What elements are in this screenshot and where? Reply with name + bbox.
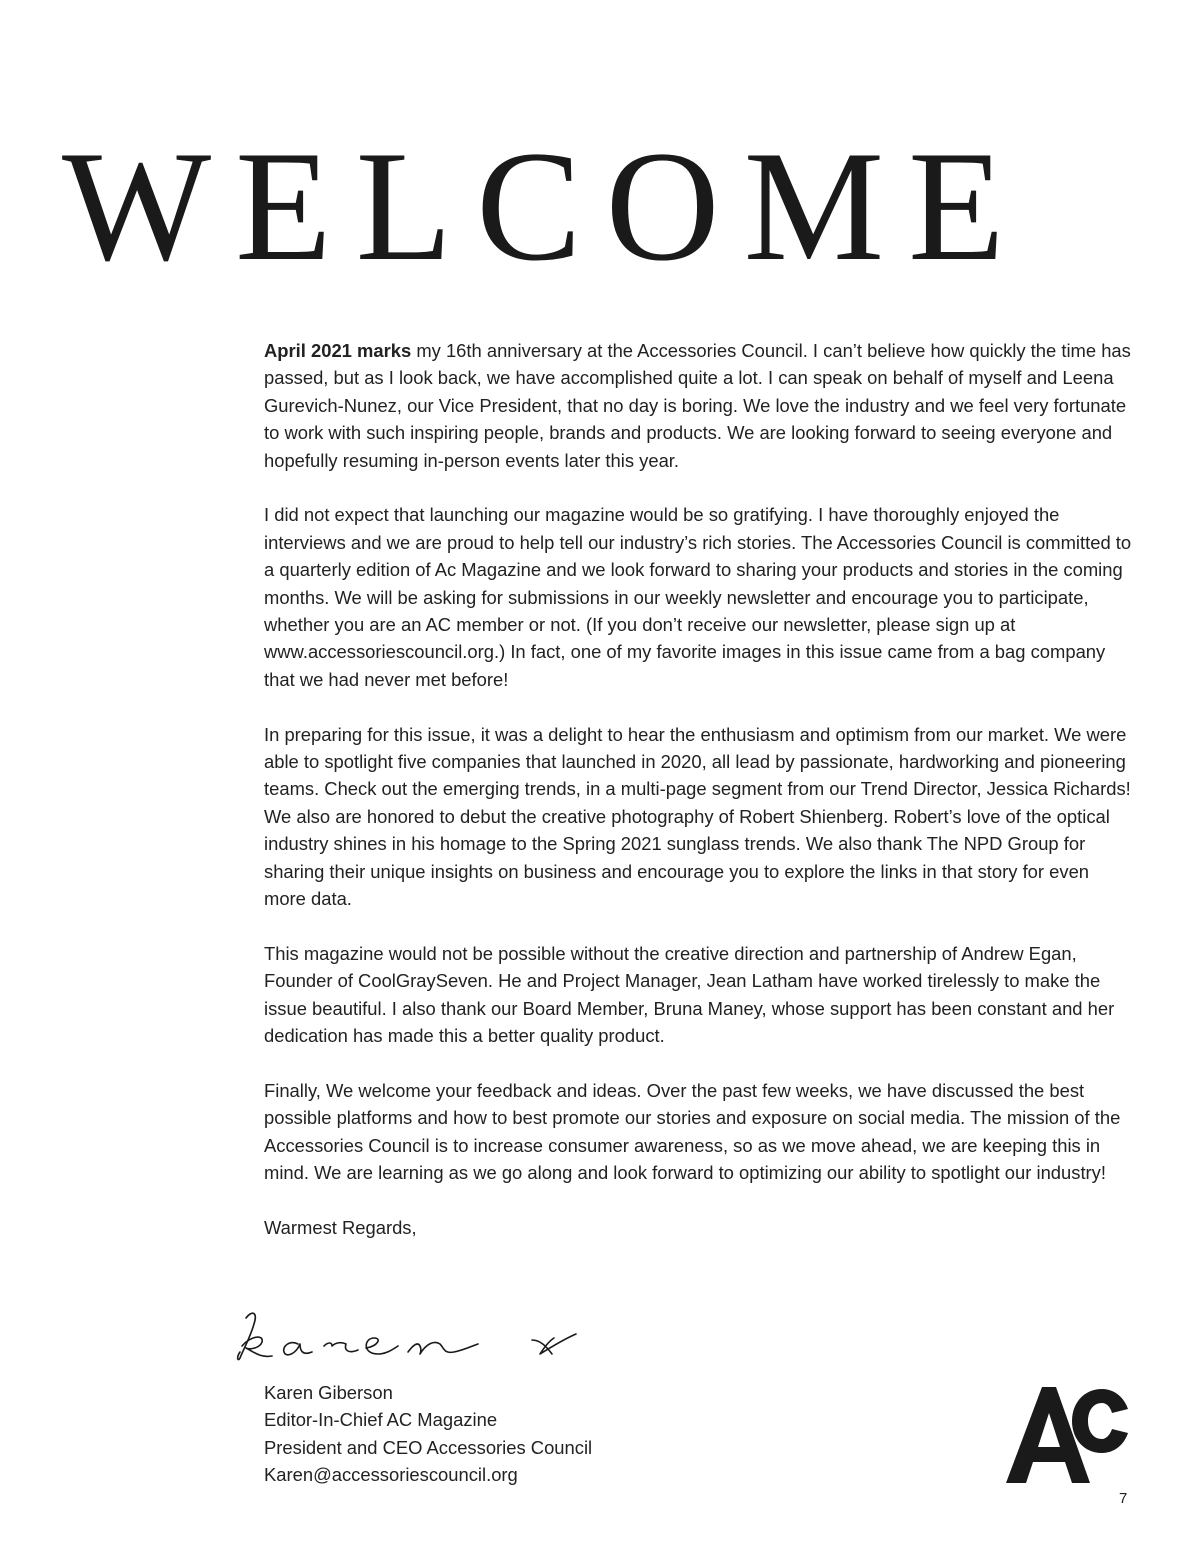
signature-image: [232, 1300, 582, 1370]
signature-block: [264, 1379, 592, 1489]
signer-email: Karen@accessoriescouncil.org: [264, 1464, 518, 1486]
paragraph-5: Finally, We welcome your feedback and ideas. Over the past few weeks, we have discussed the best possible platforms and how to best promote our stories and exposure on social media. The mission of the Accessories Council is to increase consumer awareness, so as we move ahead, we are keeping this in mind. We are learning as we go along and look forward to optimizing our ability to spotlight our industry!: [264, 1079, 1121, 1184]
paragraph-2: I did not expect that launching our magazine would be so gratifying. I have thoroughly enjoyed the interviews and we are proud to help tell our industry’s rich stories. The Accessories Council is committed to a quarterly edition of Ac Magazine and we look forward to sharing your products and stories in the coming months. We will be asking for submissions in our weekly newsletter and encourage you to participate, whether you are an AC member or not. (If you don’t receive our newsletter, please sign up at www.accessoriescouncil.org.) In fact, one of my favorite images in this issue came from a bag company that we had never met before!: [264, 504, 1132, 690]
signer-title-2: President and CEO Accessories Council: [264, 1436, 593, 1458]
page-title: WELCOME: [62, 119, 1029, 294]
paragraph-1-text: my 16th anniversary at the Accessories Council. I can’t believe how quickly the time has passed, but as I look back, we have accomplished quite a lot. I can speak on behalf of myself and Leena Gurevich-Nunez, our Vice President, that no day is boring. We love the industry and we feel very fortunate to work with such inspiring people, brands and products. We are looking forward to seeing everyone and hopefully resuming in-person events later this year.: [264, 340, 1131, 471]
closing-line: Warmest Regards,: [264, 1216, 417, 1238]
paragraph-4: This magazine would not be possible without the creative direction and partnership of Andrew Egan, Founder of CoolGraySeven. He and Project Manager, Jean Latham have worked tirelessly to make the issue beautiful. I also thank our Board Member, Bruna Maney, whose support has been constant and her dedication has made this a better quality product.: [264, 942, 1115, 1047]
page-number: 7: [1119, 1490, 1128, 1507]
signer-name: Karen Giberson: [264, 1382, 393, 1403]
letter-body: [264, 337, 1134, 1269]
ac-logo: [1000, 1385, 1130, 1485]
paragraph-3: In preparing for this issue, it was a delight to hear the enthusiasm and optimism from our market. We were able to spotlight five companies that launched in 2020, all lead by passionate, hardworking and pioneering teams. Check out the emerging trends, in a multi-page segment from our Trend Director, Jessica Richards! We also are honored to debut the creative photography of Robert Shienberg. Robert’s love of the optical industry shines in his homage to the Spring 2021 sunglass trends. We also thank The NPD Group for sharing their unique insights on business and encourage you to explore the links in that story for even more data.: [264, 723, 1131, 910]
signer-title-1: Editor-In-Chief AC Magazine: [264, 1409, 498, 1431]
paragraph-1: [264, 337, 1134, 474]
intro-bold: April 2021 marks: [264, 340, 412, 361]
